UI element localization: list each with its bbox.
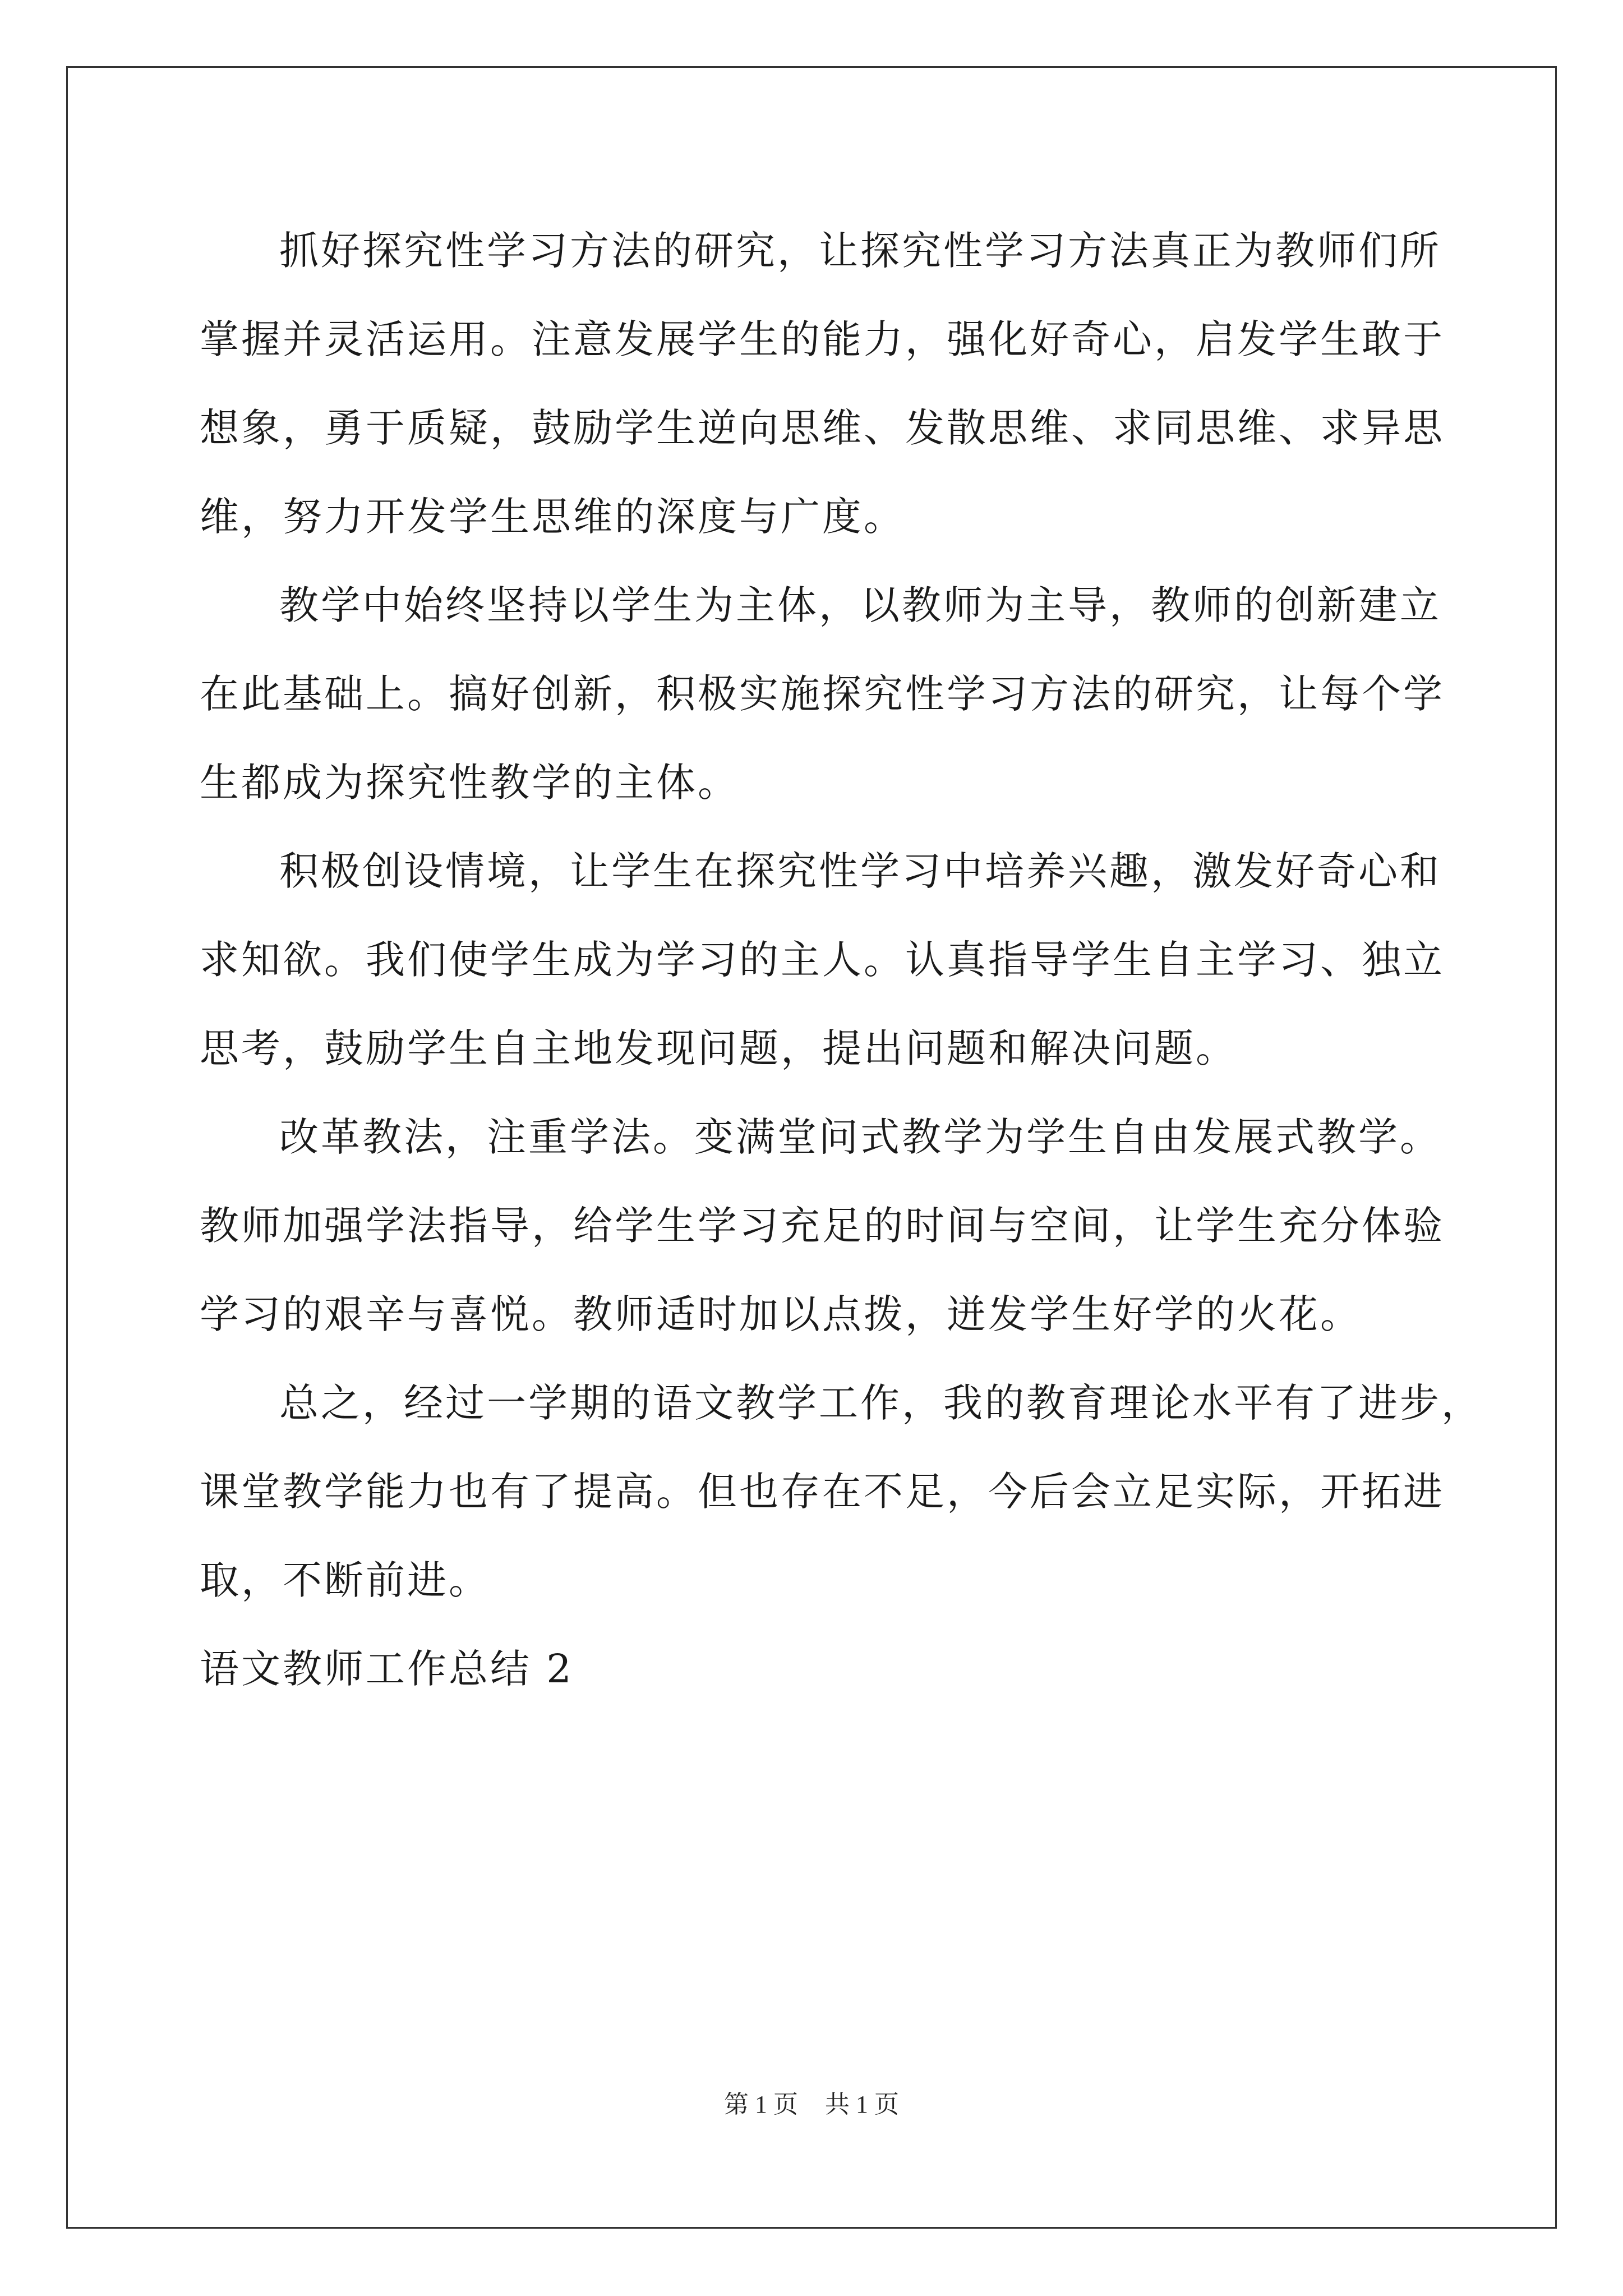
text-line: 抓好探究性学习方法的研究，让探究性学习方法真正为教师们所 <box>279 228 1441 274</box>
paragraph <box>200 827 1450 1093</box>
text-line: 总之，经过一学期的语文教学工作，我的教育理论水平有了进步， <box>279 1380 1483 1426</box>
page-footer <box>0 2084 1623 2120</box>
paragraph <box>200 206 1450 561</box>
paragraph <box>200 561 1450 827</box>
text-line: 求知欲。我们使学生成为学习的主人。认真指导学生自主学习、独立 <box>200 937 1445 983</box>
document-body <box>200 206 1483 1713</box>
section-heading: 语文教师工作总结 2 <box>200 1646 574 1692</box>
text-line: 想象，勇于质疑，鼓励学生逆向思维、发散思维、求同思维、求异思 <box>200 405 1445 451</box>
text-line: 掌握并灵活运用。注意发展学生的能力，强化好奇心，启发学生敢于 <box>200 316 1445 362</box>
text-line: 教师加强学法指导，给学生学习充足的时间与空间，让学生充分体验 <box>200 1203 1445 1249</box>
text-line: 生都成为探究性教学的主体。 <box>200 760 739 806</box>
text-line: 思考，鼓励学生自主地发现问题，提出问题和解决问题。 <box>200 1025 1237 1071</box>
paragraph <box>200 1359 1483 1625</box>
text-line: 在此基础上。搞好创新，积极实施探究性学习方法的研究，让每个学 <box>200 671 1445 717</box>
paragraph <box>200 1093 1450 1359</box>
text-line: 学习的艰辛与喜悦。教师适时加以点拨，迸发学生好学的火花。 <box>200 1291 1362 1337</box>
text-line: 维，努力开发学生思维的深度与广度。 <box>200 494 905 540</box>
text-line: 改革教法，注重学法。变满堂问式教学为学生自由发展式教学。 <box>279 1114 1441 1160</box>
text-line: 积极创设情境，让学生在探究性学习中培养兴趣，激发好奇心和 <box>279 848 1441 894</box>
text-line: 取，不断前进。 <box>200 1557 490 1603</box>
text-line: 课堂教学能力也有了提高。但也存在不足，今后会立足实际，开拓进 <box>200 1469 1445 1515</box>
page-total: 共 1 页 <box>825 2091 899 2118</box>
page-number: 第 1 页 <box>724 2091 798 2118</box>
text-line: 教学中始终坚持以学生为主体，以教师为主导，教师的创新建立 <box>279 582 1441 628</box>
